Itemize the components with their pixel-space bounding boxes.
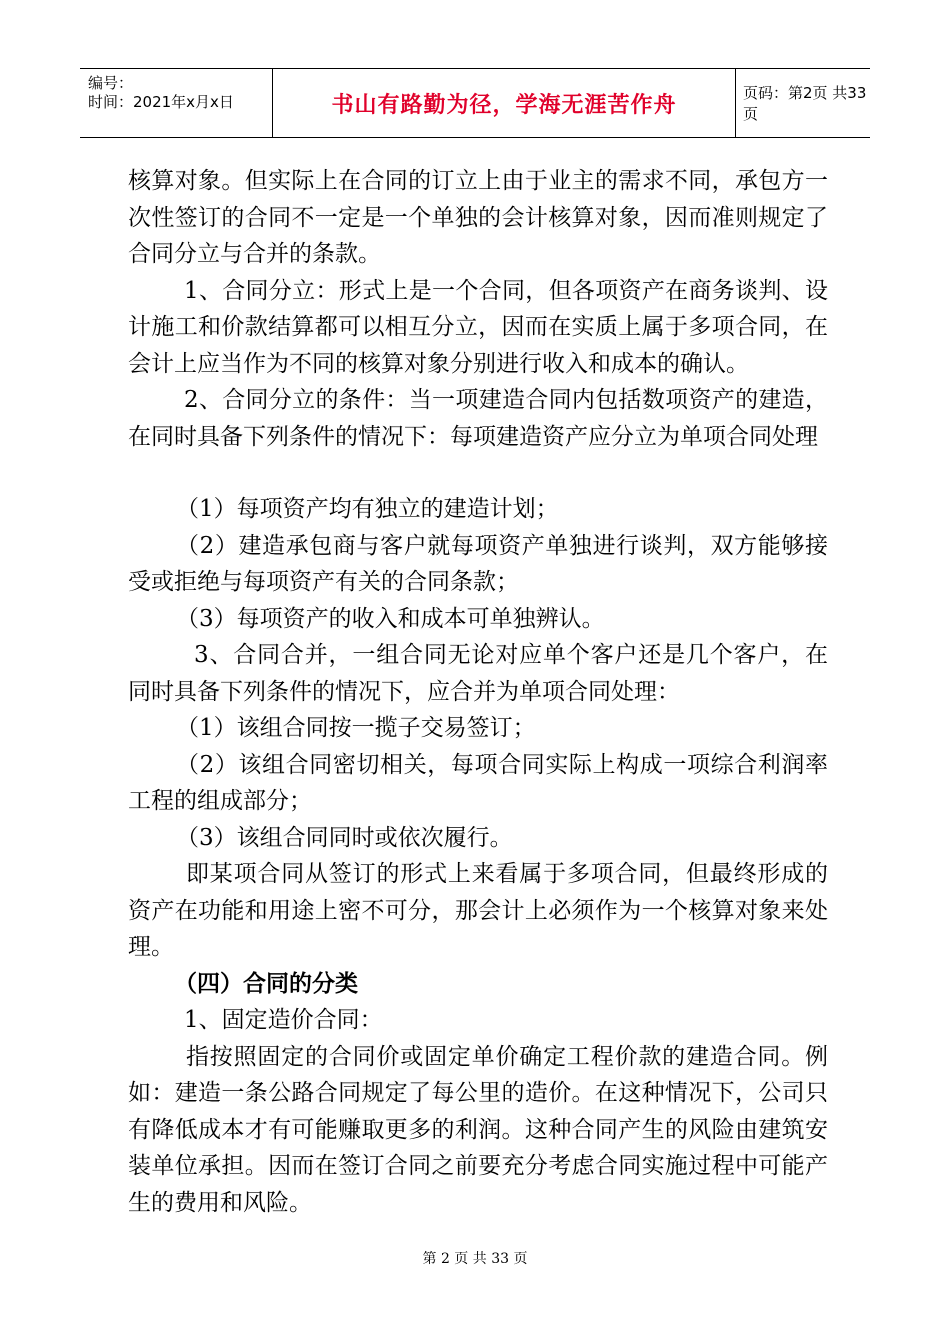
section-heading: （四）合同的分类 bbox=[174, 970, 358, 997]
paragraph: 2、合同分立的条件：当一项建造合同内包括数项资产的建造，在同时具备下列条件的情况下：每项建造资产应分立为单项合同处理 bbox=[128, 387, 828, 450]
paragraph: 1、固定造价合同： bbox=[184, 1007, 383, 1033]
header-meta bbox=[80, 69, 272, 137]
paragraph: 即某项合同从签订的形式上来看属于多项合同，但最终形成的资产在功能和用途上密不可分，那会计上必须作为一个核算对象来处理。 bbox=[128, 861, 828, 960]
list-item: （1）该组合同按一揽子交易签订； bbox=[176, 715, 536, 741]
spacer bbox=[128, 455, 828, 491]
document-body bbox=[128, 163, 828, 1221]
list-item: （2）建造承包商与客户就每项资产单独进行谈判，双方能够接受或拒绝与每项资产有关的合同条款； bbox=[128, 532, 828, 595]
list-item: （3）该组合同同时或依次履行。 bbox=[176, 824, 513, 851]
page-footer: 第 2 页 共 33 页 bbox=[422, 1251, 528, 1267]
header-page-number: 页码：第2页 共33页 bbox=[743, 84, 867, 123]
list-item: （3）每项资产的收入和成本可单独辨认。 bbox=[176, 605, 605, 632]
paragraph: 1、合同分立：形式上是一个合同，但各项资产在商务谈判、设计施工和价款结算都可以相互分立，因而在实质上属于多项合同，在会计上应当作为不同的核算对象分别进行收入和成本的确认。 bbox=[128, 277, 828, 377]
page-header bbox=[80, 68, 870, 138]
header-motto-cell bbox=[272, 69, 736, 137]
list-item: （1）每项资产均有独立的建造计划； bbox=[176, 496, 559, 522]
header-motto: 书山有路勤为径，学海无涯苦作舟 bbox=[331, 92, 677, 118]
list-item: （2）该组合同密切相关，每项合同实际上构成一项综合利润率工程的组成部分； bbox=[128, 751, 828, 814]
doc-number-label: 编号： bbox=[88, 74, 134, 92]
paragraph: 3、合同合并，一组合同无论对应单个客户还是几个客户，在同时具备下列条件的情况下，应合并为单项合同处理： bbox=[128, 642, 828, 705]
paragraph: 核算对象。但实际上在合同的订立上由于业主的需求不同，承包方一次性签订的合同不一定是一个单独的会计核算对象，因而准则规定了合同分立与合并的条款。 bbox=[128, 168, 828, 267]
doc-date-label: 时间：2021年x月x日 bbox=[88, 93, 234, 111]
paragraph: 指按照固定的合同价或固定单价确定工程价款的建造合同。例如：建造一条公路合同规定了每公里的造价。在这种情况下，公司只有降低成本才有可能赚取更多的利润。这种合同产生的风险由建筑安装单位承担。因而在签订合同之前要充分考虑合同实施过程中可能产生的费用和风险。 bbox=[128, 1043, 828, 1216]
